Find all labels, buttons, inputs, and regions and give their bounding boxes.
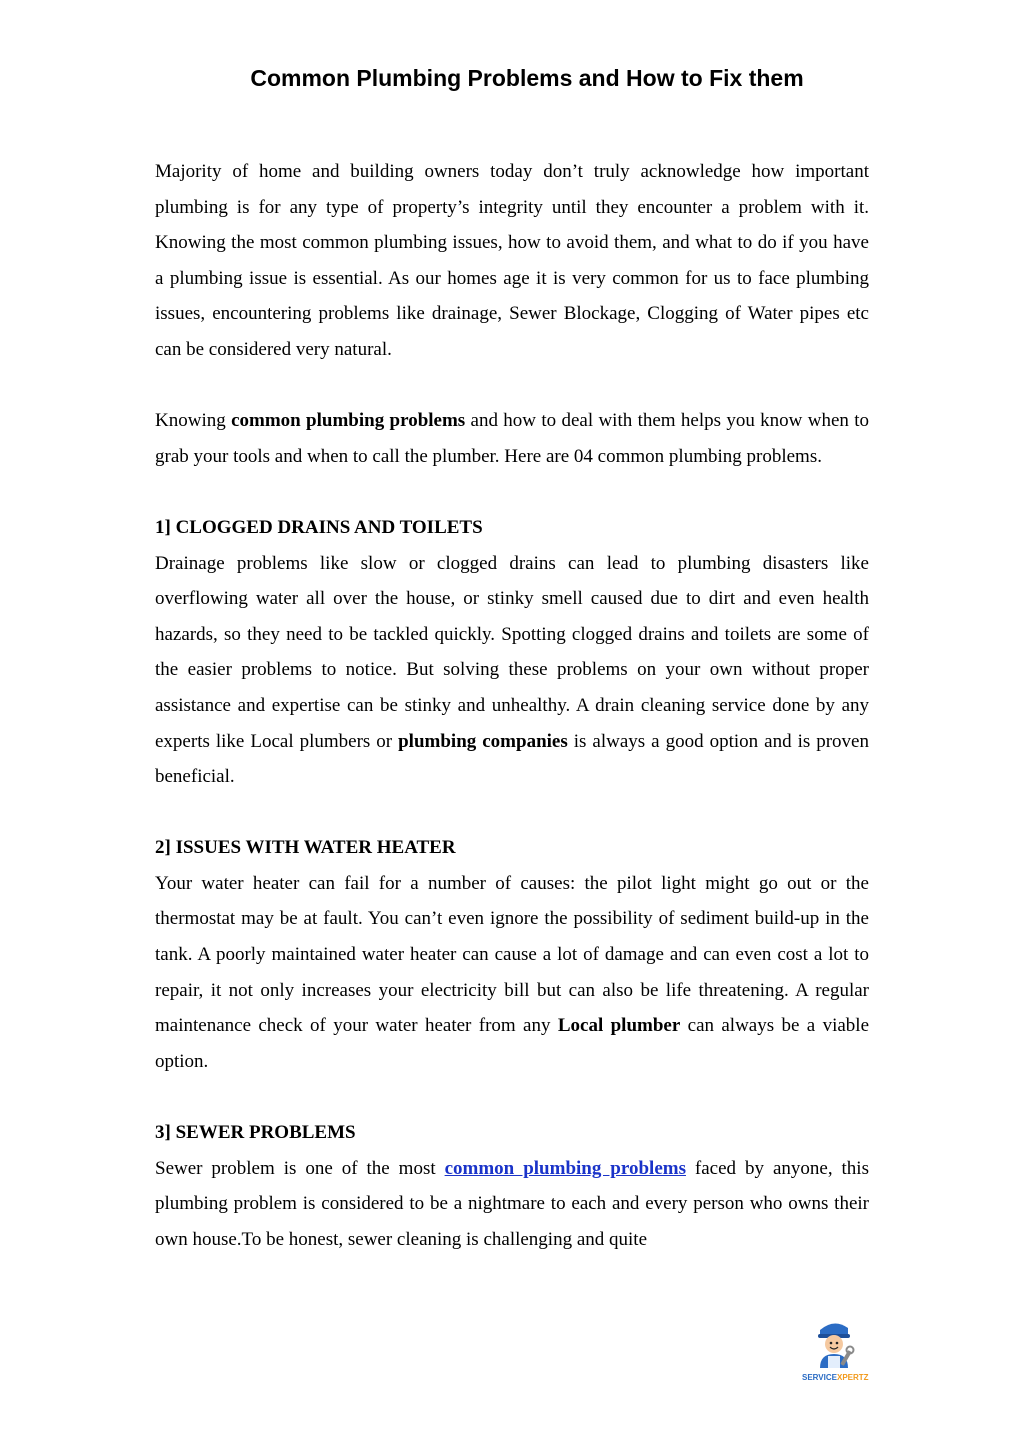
text-run: Drainage problems like slow or clogged drains can lead to plumbing disasters like overflowing water all over the house, or stinky smell caused due to dirt and even health hazards, so they need to be tackled quickly. Spotting clogged drains and toilets are some of the easier problems to notice. But solving these problems on your own without proper assistance and expertise can be stinky and unhealthy. A drain cleaning service done by any experts like Local plumbers or bbox=[155, 552, 869, 752]
text-run: faced by anyone, this plumbing problem is considered to be a nightmare to each and every person who owns their own house.To be honest, sewer cleaning is challenging and quite bbox=[155, 1157, 869, 1250]
intro-paragraph-2 bbox=[155, 403, 869, 474]
common-plumbing-problems-link[interactable]: common plumbing problems bbox=[444, 1157, 686, 1179]
text-run: Your water heater can fail for a number of causes: the pilot light might go out or the thermostat may be at fault. You can’t even ignore the possibility of sediment build-up in the tank. A poorly maintained water heater can cause a lot of damage and can even cost a lot to repair, it not only increases your electricity bill but can also be life threatening. A regular maintenance check of your water heater from any bbox=[155, 872, 869, 1037]
page-title: Common Plumbing Problems and How to Fix them bbox=[250, 65, 804, 91]
section-heading-sewer-problems: 3] SEWER PROBLEMS bbox=[155, 1122, 356, 1144]
section-heading-clogged-drains: 1] CLOGGED DRAINS AND TOILETS bbox=[155, 516, 483, 538]
text-run: can always be a viable option. bbox=[155, 1015, 870, 1072]
logo-text-part1: SERVICE bbox=[802, 1373, 837, 1382]
text-run: and how to deal with them helps you know when to grab your tools and when to call the plumber. Here are 04 common plumbing problems. bbox=[155, 410, 869, 467]
section-paragraph-water-heater bbox=[155, 866, 869, 1080]
intro-paragraph: Majority of home and building owners today don’t truly acknowledge how important plumbing is for any type of property’s integrity until they encounter a problem with it. Knowing the most common plumbing issues, how to avoid them, and what to do if you have a plumbing issue is essential. As our homes age it is very common for us to face plumbing issues, encountering problems like drainage, Sewer Blockage, Clogging of Water pipes etc can be considered very natural. bbox=[155, 161, 869, 360]
text-run: is always a good option and is proven beneficial. bbox=[155, 730, 869, 788]
bold-keyword: Local plumber bbox=[557, 1015, 681, 1037]
logo-text-part2: XPERTZ bbox=[836, 1373, 869, 1382]
bold-keyword: common plumbing problems bbox=[231, 410, 466, 432]
text-run: Sewer problem is one of the most bbox=[155, 1157, 445, 1179]
document-body bbox=[155, 154, 869, 1257]
servicexpertz-logo bbox=[798, 1316, 872, 1388]
section-paragraph-sewer-problems bbox=[155, 1151, 869, 1258]
section-heading-water-heater: 2] ISSUES WITH WATER HEATER bbox=[155, 837, 456, 859]
plumber-mascot-icon bbox=[798, 1316, 872, 1388]
logo-text bbox=[802, 1373, 869, 1382]
section-paragraph-clogged-drains bbox=[155, 546, 869, 795]
bold-keyword: plumbing companies bbox=[398, 730, 568, 752]
text-run: Knowing bbox=[155, 410, 232, 432]
